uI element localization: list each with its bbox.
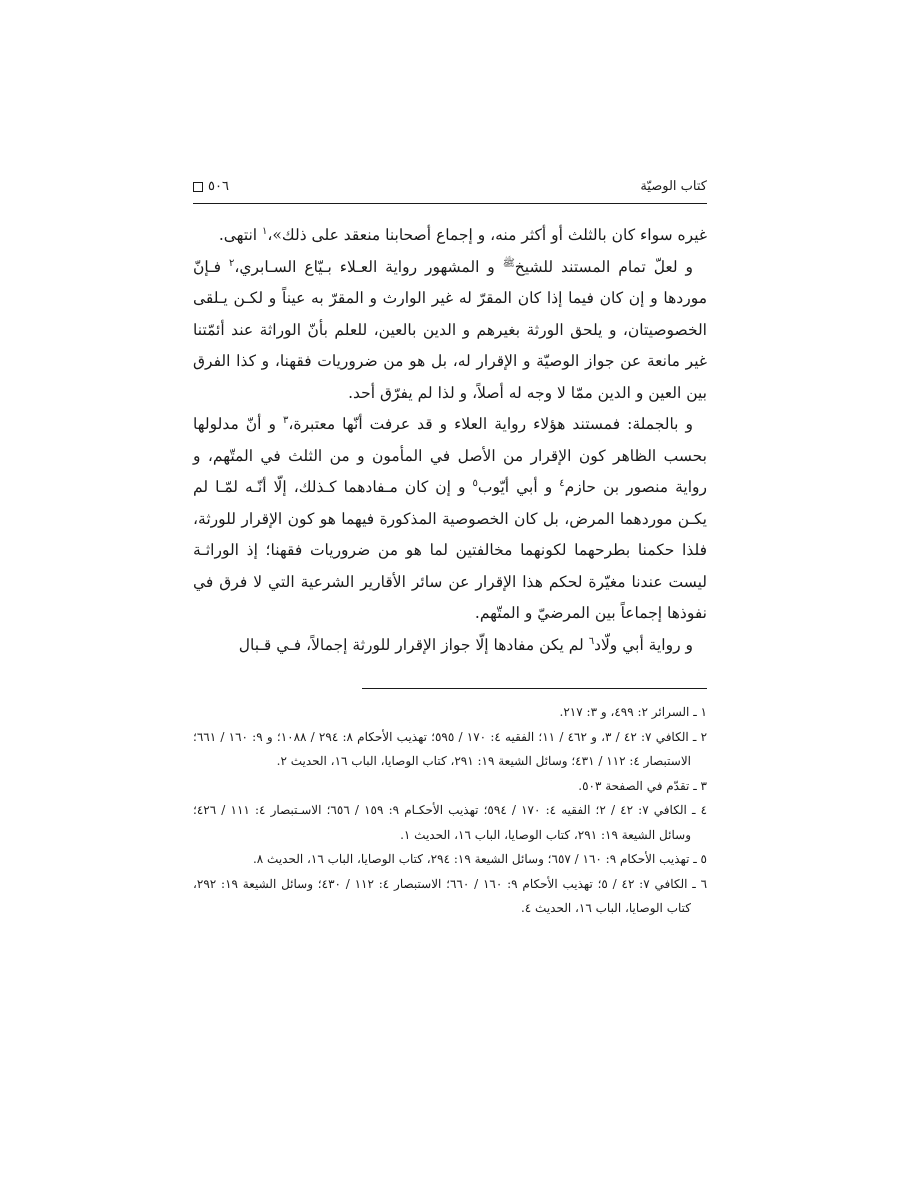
main-text bbox=[193, 220, 707, 661]
footnote-ref-3: ٣ bbox=[282, 414, 289, 426]
paragraph-3: و بالجملة: فمستند هؤلاء رواية العلاء و قد عرفت أنّها معتبرة،$^٣$ و أنّ مدلولها بحسب الظاهر كون الإقرار من الأصل في المأمون و من الثلث في المتّهم، و رواية منصور بن حازم$^٤$ و أبي أيّوب$^٥$ و إن كان مـفادهما كـذلك، إلّا أنّـه لمّـا لم يكـن موردهما المرض، بل كان الخصوصية المذكورة فيهما هو كون الإقرار للورثة، فلذا حكمنا بطرحهما لكونهما مخالفتين لما هو من ضروريات فقهنا؛ إذ الوراثـة ليست عندنا مغيّرة لحكم هذا الإقرار عن سائر الأقارير الشرعية التي لا فرق في نفوذها إجماعاً بين المرضيّ و المتّهم. bbox=[193, 414, 707, 622]
book-page bbox=[193, 0, 707, 1200]
paragraph-1: غيره سواء كان بالثلث أو أكثر منه، و إجماع أصحابنا منعقد على ذلك»،$^١$ انتهى. bbox=[218, 225, 707, 244]
paragraph-4: و رواية أبي ولّاد$^٦$ لم يكن مفادها إلّا جواز الإقرار للورثة إجمالاً، فـي قـبال bbox=[238, 635, 693, 654]
footnote: ٣ ـ تقدّم في الصفحة ٥٠٣. bbox=[578, 778, 707, 793]
page-number-group bbox=[193, 176, 229, 198]
footnote: ٢ ـ الكافي ٧: ٤٢ / ٣، و ٤٦٢ / ١١؛ الفقيه ٤: ١٧٠ / ٥٩٥؛ تهذيب الأحكام ٨: ٢٩٤ / ١٠٨٨؛ و ٩: ١٦٠ / ٦٦١؛ الاستبصار ٤: ١١٢ / ٤٣١؛ وسائل الشيعة ١٩: ٢٩١، كتاب الوصايا، الباب ١٦، الحديث ٢. bbox=[193, 729, 708, 768]
page-header bbox=[193, 176, 707, 198]
honorific-symbol: ﷺ bbox=[502, 257, 515, 269]
footnote: ٤ ـ الكافي ٧: ٤٢ / ٢؛ الفقيه ٤: ١٧٠ / ٥٩٤؛ تهذيب الأحكـام ٩: ١٥٩ / ٦٥٦؛ الاسـتبصار ٤: ١١١ / ٤٢٦؛ وسائل الشيعة ١٩: ٢٩١، كتاب الوصايا، الباب ١٦، الحديث ١. bbox=[193, 803, 708, 842]
page-number: ٥٠٦ bbox=[208, 179, 229, 194]
footnote-ref-2: ٢ bbox=[228, 257, 235, 269]
footnote: ٥ ـ تهذيب الأحكام ٩: ١٦٠ / ٦٥٧؛ وسائل الشيعة ١٩: ٢٩٤، كتاب الوصايا، الباب ١٦، الحديث ٨. bbox=[252, 852, 707, 866]
running-title: كتاب الوصيّة bbox=[640, 179, 707, 194]
paragraph-2: و لعلّ تمام المستند للشيخ$^ﷺ$ و المشهور رواية العـلاء بـيّاع السـابري،$^٢$ فـإنّ موردها و إن كان فيما إذا كان المقرّ له غير الوارث و المقرّ به عيناً و لكـن يـلقى الخصوصيتان، و يلحق الورثة بغيرهم و الدين بالعين، للعلم بأنّ الوراثة عند أئمّتنا غير مانعة عن جواز الوصيّة و الإقرار له، بل هو من ضروريات فقهنا، و كذا الفرق بين العين و الدين ممّا لا وجه له أصلاً، و لذا لم يفرّق أحد. bbox=[193, 257, 707, 402]
footnote-divider bbox=[362, 688, 707, 689]
footnote: ١ ـ السرائر ٢: ٤٩٩، و ٣: ٢١٧. bbox=[559, 705, 707, 719]
footnotes bbox=[193, 700, 707, 921]
footnote-ref-6: ٦ bbox=[588, 635, 595, 647]
footnote-ref-4: ٤ bbox=[559, 477, 565, 489]
footnote-ref-5: ٥ bbox=[472, 477, 478, 489]
footnote: ٦ ـ الكافي ٧: ٤٢ / ٥؛ تهذيب الأحكام ٩: ١٦٠ / ٦٦٠؛ الاستبصار ٤: ١١٢ / ٤٣٠؛ وسائل الشيعة ١٩: ٢٩٢، كتاب الوصايا، الباب ١٦، الحديث ٤. bbox=[193, 876, 708, 915]
square-box-icon bbox=[193, 182, 203, 192]
footnote-ref-1: ١ bbox=[262, 225, 268, 237]
header-divider bbox=[193, 203, 707, 204]
